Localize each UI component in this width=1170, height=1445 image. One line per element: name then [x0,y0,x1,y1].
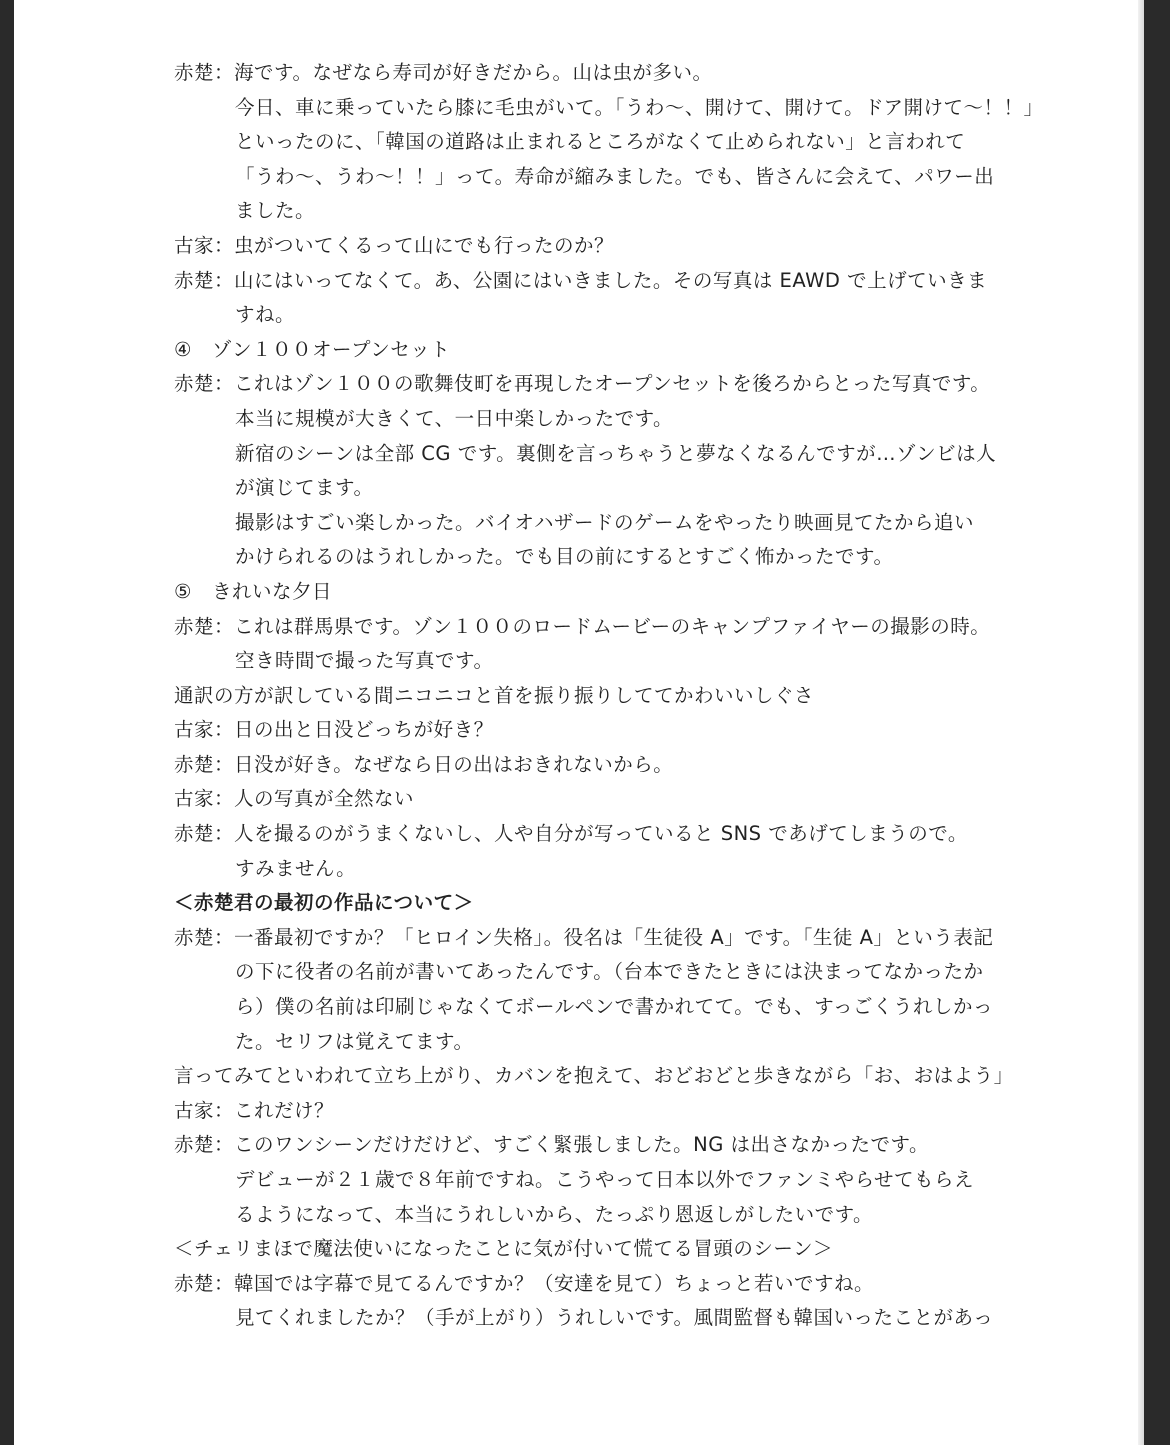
text-line: 今日、車に乗っていたら膝に毛虫がいて。「うわ〜、開けて、開けて。ドア開けて〜！！」 [235,95,1044,119]
text-line: た。セリフは覚えてます。 [235,1029,474,1053]
text-line: 古家：人の写真が全然ない [174,787,415,811]
text-line: 古家：これだけ？ [174,1098,335,1122]
page-edge-shadow [1138,0,1144,1445]
text-line: 古家：虫がついてくるって山にでも行ったのか？ [174,233,615,257]
text-line: 赤楚：一番最初ですか？「ヒロイン失格」。役名は「生徒役 A」です。「生徒 A」という表記 [174,925,994,949]
text-line: 通訳の方が訳している間ニコニコと首を振り振りしててかわいいしぐさ [174,683,815,707]
text-line: 赤楚：これは群馬県です。ゾン１００のロードムービーのキャンプファイヤーの撮影の時。 [174,614,991,638]
text-line: 新宿のシーンは全部 CG です。裏側を言っちゃうと夢なくなるんですが…ゾンビは人 [235,441,997,465]
text-line: 赤楚：人を撮るのがうまくないし、人や自分が写っていると SNS であげてしまうので。 [174,822,968,846]
text-line: ＜チェリまほで魔法使いになったことに気が付いて慌てる冒頭のシーン＞ [174,1237,834,1261]
text-line: すみません。 [235,856,357,880]
text-line: 赤楚：海です。なぜなら寿司が好きだから。山は虫が多い。 [174,61,713,84]
text-line: かけられるのはうれしかった。でも目の前にするとすごく怖かったです。 [235,545,894,569]
text-line: といったのに、「韓国の道路は止まれるところがなくて止められない」と言われて [235,130,966,154]
document-body [174,56,1044,1336]
text-line: が演じてます。 [235,476,374,500]
text-line: デビューが２１歳で８年前ですね。こうやって日本以外でファンミやらせてもらえ [235,1168,975,1191]
text-line: すね。 [235,303,296,327]
text-line: 赤楚：山にはいってなくて。あ、公園にはいきました。その写真は EAWD で上げていきま [174,268,988,292]
text-line: 空き時間で撮った写真です。 [235,649,494,673]
text-line: 言ってみてといわれて立ち上がり、カバンを抱えて、おどおどと歩きながら「お、おはよう」 [174,1064,1014,1088]
text-line: 撮影はすごい楽しかった。バイオハザードのゲームをやったり映画見てたから追い [235,510,975,534]
text-line: 「うわ〜、うわ〜！！」って。寿命が縮みました。でも、皆さんに会えて、パワー出 [235,164,995,188]
text-line: の下に役者の名前が書いてあったんです。（台本できたときには決まってなかったか [235,960,984,984]
text-line: 赤楚：このワンシーンだけだけど、すごく緊張しました。NG は出さなかったです。 [174,1133,929,1157]
text-line: 見てくれましたか？（手が上がり）うれしいです。風間監督も韓国いったことがあっ [235,1306,994,1330]
text-line: 古家：日の出と日没どっちが好き？ [174,718,494,742]
text-line: 本当に規模が大きくて、一日中楽しかったです。 [235,406,674,430]
text-line: ら）僕の名前は印刷じゃなくてボールペンで書かれてて。でも、すっごくうれしかっ [235,995,994,1019]
text-line: 赤楚：日没が好き。なぜなら日の出はおきれないから。 [174,752,674,776]
text-line: ⑤ きれいな夕日 [174,579,332,603]
text-line: ました。 [235,199,316,223]
text-line: 赤楚：韓国では字幕で見てるんですか？（安達を見て）ちょっと若いですね。 [174,1271,875,1295]
text-line: 赤楚：これはゾン１００の歌舞伎町を再現したオープンセットを後ろからとった写真です。 [174,372,991,396]
text-line: るようになって、本当にうれしいから、たっぷり恩返しがしたいです。 [235,1202,874,1226]
document-page [14,0,1144,1445]
section-heading: ＜赤楚君の最初の作品について＞ [174,891,474,915]
text-line: ④ ゾン１００オープンセット [174,337,451,361]
